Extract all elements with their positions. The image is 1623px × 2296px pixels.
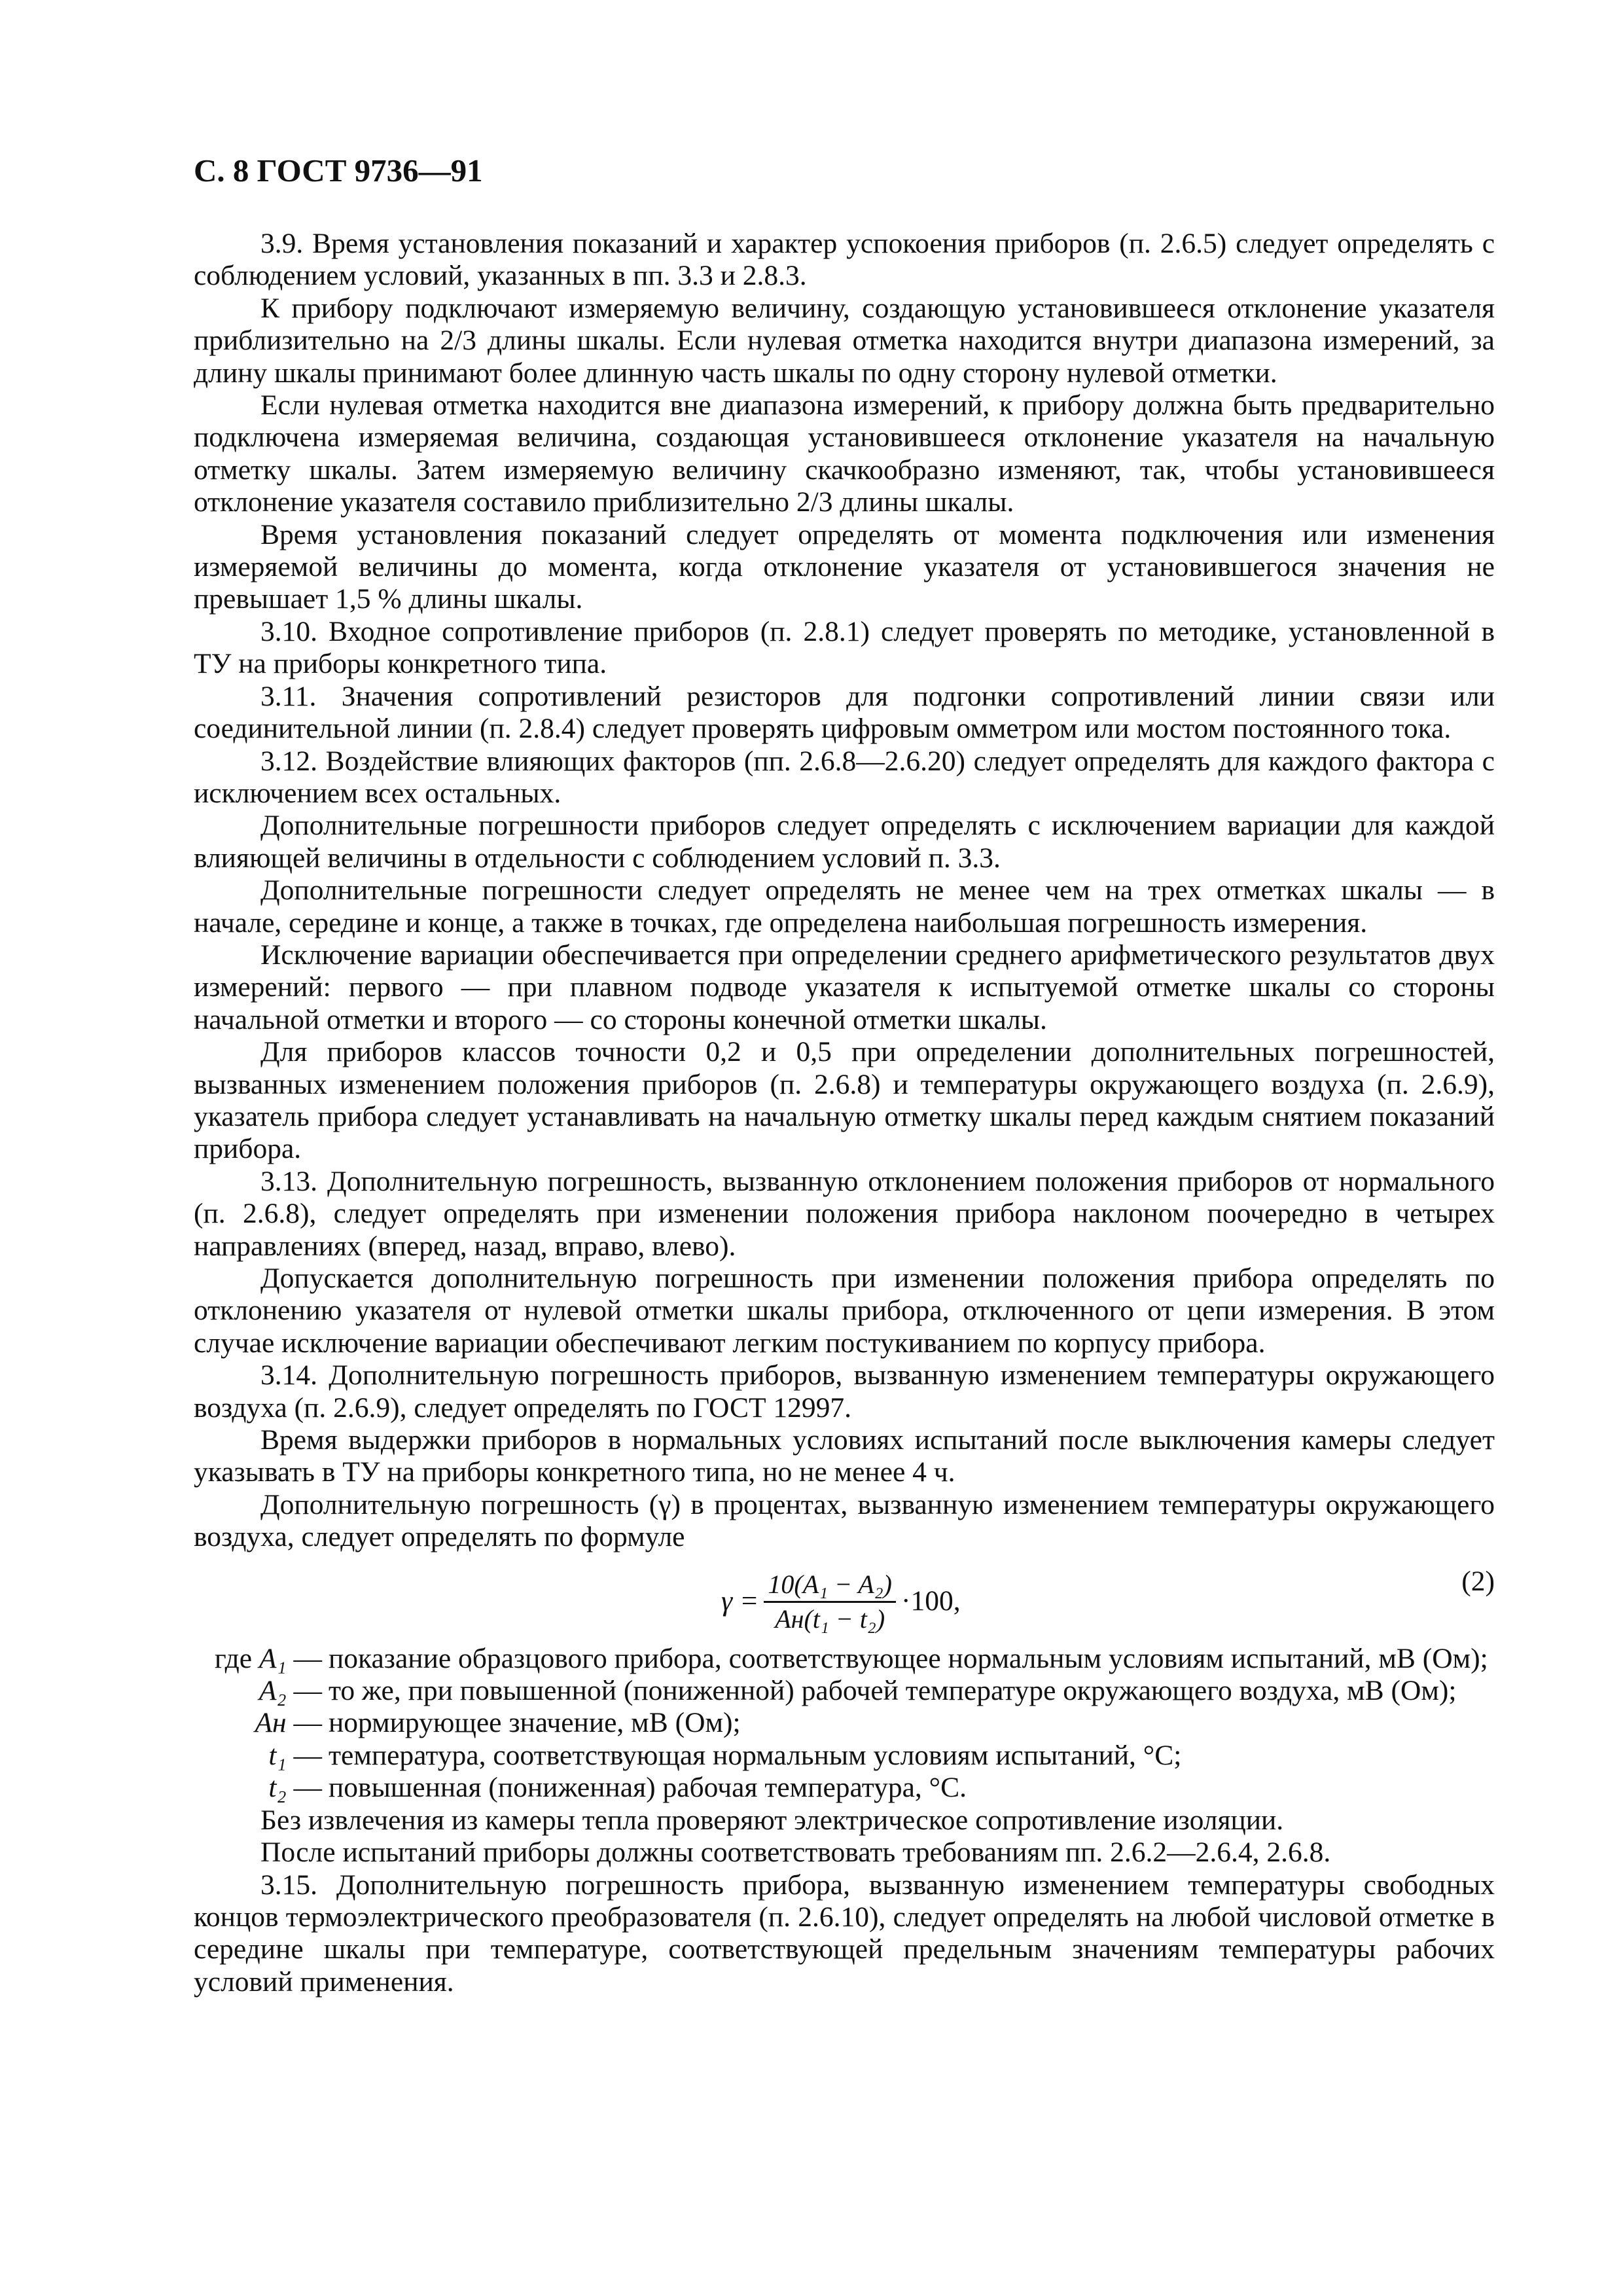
paragraph: После испытаний приборы должны соответствовать требованиям пп. 2.6.2—2.6.4, 2.6.8.: [260, 1837, 1331, 1869]
paragraph: Для приборов классов точности 0,2 и 0,5 при определении дополнительных погрешностей, вызванных изменением положения приборов (п. 2.6.8) и температуры окружающего воздуха (п. 2.6.9), указатель прибора следует устанавливать на начальную отметку шкалы перед каждым снятием показаний прибора.: [194, 1036, 1495, 1165]
paragraph: Исключение вариации обеспечивается при определении среднего арифметического результатов двух измерений: первого — при плавном подводе указателя к испытуемой отметке шкалы со стороны начальной отметки и второго — со стороны конечной отметки шкалы.: [194, 939, 1495, 1035]
paragraph-3-9: 3.9. Время установления показаний и характер успокоения приборов (п. 2.6.5) следует определять с соблюдением условий, указанных в пп. 3.3 и 2.8.3.: [194, 228, 1495, 292]
formula-fraction: [764, 1570, 896, 1634]
legend-symbol: t₂: [268, 1772, 287, 1804]
formula-denominator: Aн(t₁ − t₂): [775, 1604, 885, 1634]
legend-dash: —: [286, 1707, 322, 1739]
paragraph-3-12: 3.12. Воздействие влияющих факторов (пп. 2.6.8—2.6.20) следует определять для каждого фактора с исключением всех остальных.: [194, 745, 1495, 809]
legend-symbol: A₁: [259, 1642, 287, 1674]
legend-text: нормирующее значение, мВ (Ом);: [329, 1707, 741, 1739]
paragraph: Дополнительные погрешности приборов следует определять с исключением вариации для каждой влияющей величины в отдельности с соблюдением условий п. 3.3.: [194, 810, 1495, 874]
formula: [721, 1570, 961, 1634]
formula-lhs: γ =: [721, 1585, 759, 1617]
formula-numerator: 10(A₁ − A₂): [764, 1570, 896, 1603]
legend-symbol: Aн: [255, 1707, 287, 1739]
formula-legend: [194, 1643, 1495, 1804]
legend-text: температура, соответствующая нормальным условиям испытаний, °С;: [329, 1739, 1182, 1771]
formula-block: [194, 1554, 1495, 1643]
legend-dash: —: [286, 1675, 322, 1707]
paragraph: Если нулевая отметка находится вне диапазона измерений, к прибору должна быть предварительно подключена измеряемая величина, создающая установившееся отклонение указателя на начальную отметку шкалы. Затем измеряемую величину скачкообразно изменяют, так, чтобы установившееся отклонение указателя составило приблизительно 2/3 длины шкалы.: [194, 389, 1495, 518]
legend-item: [194, 1772, 1495, 1804]
legend-item: [194, 1675, 1495, 1707]
legend-symbol: t₁: [268, 1739, 287, 1771]
paragraph-formula-intro: Дополнительную погрешность (γ) в процентах, вызванную изменением температуры окружающего воздуха, следует определять по формуле: [194, 1488, 1495, 1553]
legend-dash: —: [286, 1739, 322, 1771]
legend-text: показание образцового прибора, соответствующее нормальным условиям испытаний, мВ (Ом);: [329, 1642, 1488, 1674]
legend-prefix: где: [214, 1642, 259, 1674]
legend-dash: —: [286, 1772, 322, 1804]
legend-item: [194, 1643, 1495, 1675]
paragraph: Время выдержки приборов в нормальных условиях испытаний после выключения камеры следует указывать в ТУ на приборы конкретного типа, но не менее 4 ч.: [194, 1424, 1495, 1488]
paragraph: Дополнительные погрешности следует определять не менее чем на трех отметках шкалы — в начале, середине и конце, а также в точках, где определена наибольшая погрешность измерения.: [194, 874, 1495, 939]
paragraph-3-15: 3.15. Дополнительную погрешность прибора, вызванную изменением температуры свободных концов термоэлектрического преобразователя (п. 2.6.10), следует определять на любой числовой отметке в середине шкалы при температуре, соответствующей предельным значениям температуры рабочих условий применения.: [194, 1869, 1495, 1998]
legend-dash: —: [286, 1642, 322, 1674]
legend-text: повышенная (пониженная) рабочая температура, °С.: [329, 1772, 967, 1804]
paragraph: Без извлечения из камеры тепла проверяют электрическое сопротивление изоляции.: [260, 1804, 1284, 1836]
document-body: [194, 228, 1495, 1998]
paragraph: К прибору подключают измеряемую величину, создающую установившееся отклонение указателя приблизительно на 2/3 длины шкалы. Если нулевая отметка находится внутри диапазона измерений, за длину шкалы принимают более длинную часть шкалы по одну сторону нулевой отметки.: [194, 292, 1495, 389]
legend-text: то же, при повышенной (пониженной) рабочей температуре окружающего воздуха, мВ (Ом);: [329, 1675, 1457, 1707]
page-header: С. 8 ГОСТ 9736—91: [194, 152, 483, 188]
formula-multiplier: ·100,: [901, 1585, 961, 1617]
equation-number: (2): [1461, 1565, 1495, 1597]
paragraph-3-13: 3.13. Дополнительную погрешность, вызванную отклонением положения приборов от нормального (п. 2.6.8), следует определять при изменении положения прибора наклоном поочередно в четырех направлениях (вперед, назад, вправо, влево).: [194, 1165, 1495, 1262]
legend-symbol: A₂: [259, 1675, 287, 1707]
paragraph-3-14: 3.14. Дополнительную погрешность приборов, вызванную изменением температуры окружающего воздуха (п. 2.6.9), следует определять по ГОСТ 12997.: [194, 1359, 1495, 1424]
paragraph-3-10: 3.10. Входное сопротивление приборов (п. 2.8.1) следует проверять по методике, установленной в ТУ на приборы конкретного типа.: [194, 615, 1495, 680]
paragraph-3-11: 3.11. Значения сопротивлений резисторов для подгонки сопротивлений линии связи или соединительной линии (п. 2.8.4) следует проверять цифровым омметром или мостом постоянного тока.: [194, 680, 1495, 745]
paragraph: Допускается дополнительную погрешность при изменении положения прибора определять по отклонению указателя от нулевой отметки шкалы прибора, отключенного от цепи измерения. В этом случае исключение вариации обеспечивают легким постукиванием по корпусу прибора.: [194, 1263, 1495, 1359]
paragraph: Время установления показаний следует определять от момента подключения или изменения измеряемой величины до момента, когда отклонение указателя от установившегося значения не превышает 1,5 % длины шкалы.: [194, 518, 1495, 615]
legend-item: [194, 1707, 1495, 1739]
legend-item: [194, 1740, 1495, 1772]
